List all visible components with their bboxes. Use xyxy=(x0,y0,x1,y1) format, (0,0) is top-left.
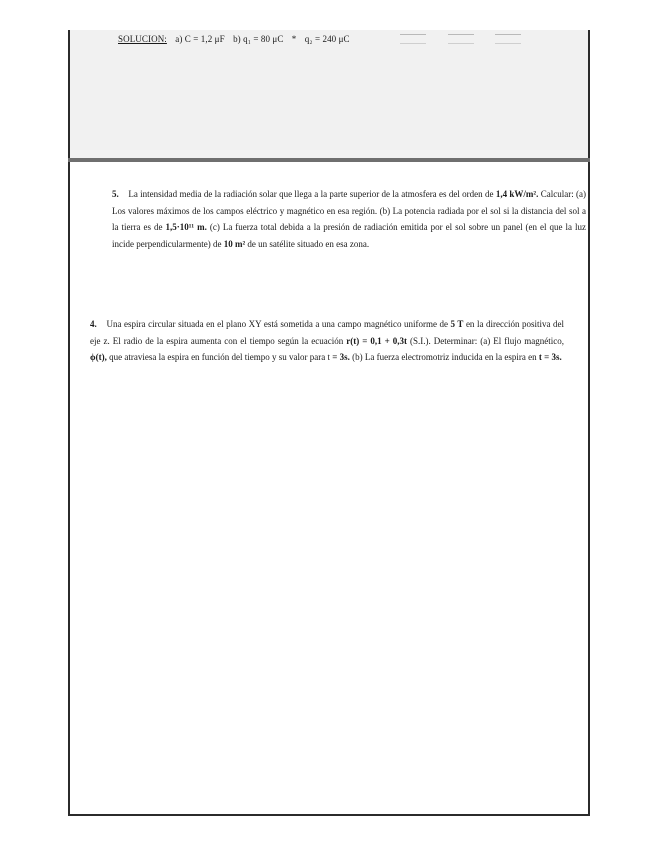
problem-number: 5. xyxy=(112,189,119,199)
problem-text: Una espira circular situada en el plano XY está sometida a una campo magnético uniforme de xyxy=(106,319,448,329)
problem-value: = 3s. xyxy=(332,352,350,362)
problem-text: de un satélite situado en esa zona. xyxy=(247,238,370,249)
problem-text: (b) La fuerza electromotriz inducida en la espira en xyxy=(352,352,537,362)
faint-mark xyxy=(448,34,474,44)
problem-value: 1,5·10¹¹ m. xyxy=(165,222,207,232)
previous-page-fragment xyxy=(70,30,588,160)
problem-text: que atraviesa la espira en función del tiempo y su valor para t xyxy=(109,352,331,362)
problem-text: en la dirección positiva del eje z. El radio de la espira aumenta con el tiempo según la ecuación xyxy=(90,319,565,346)
problem-text: (S.I.). Determinar: (a) El flujo magnético, xyxy=(410,335,565,346)
problem-value: 1,4 kW/m². xyxy=(495,189,539,199)
problem-text: Calcular: (a) Los valores máximos de los campos eléctrico y magnético en esa región. (b) La potencia radiada por el sol si la distancia del sol a la tierra es de xyxy=(112,189,587,232)
faint-mark xyxy=(495,34,521,44)
solution-c: q₂ = 240 μC xyxy=(304,34,350,44)
solution-bullet: * xyxy=(291,34,297,44)
problem-4 xyxy=(90,316,564,366)
document-page xyxy=(68,30,590,816)
page-divider xyxy=(68,158,590,162)
problem-text: (c) La fuerza total debida a la presión de radiación emitida por el sol sobre un panel (en el que la luz incide perpendicularmente) de xyxy=(112,222,586,249)
solution-a: a) C = 1,2 μF xyxy=(175,34,225,44)
problem-value: 5 T xyxy=(450,319,464,329)
problem-text: La intensidad media de la radiación solar que llega a la parte superior de la atmosfera es del orden de xyxy=(128,189,494,199)
solution-label: SOLUCION: xyxy=(118,34,167,44)
problem-5 xyxy=(90,186,586,252)
faint-mark xyxy=(400,34,426,44)
problem-value: t = 3s. xyxy=(538,352,562,362)
problem-number: 4. xyxy=(90,319,97,329)
problem-value: r(t) = 0,1 + 0,3t xyxy=(346,335,408,346)
problem-value: ϕ(t), xyxy=(90,352,107,362)
solution-line xyxy=(118,34,356,44)
problem-value: 10 m² xyxy=(223,238,246,249)
solution-b: b) q₁ = 80 μC xyxy=(233,34,284,44)
